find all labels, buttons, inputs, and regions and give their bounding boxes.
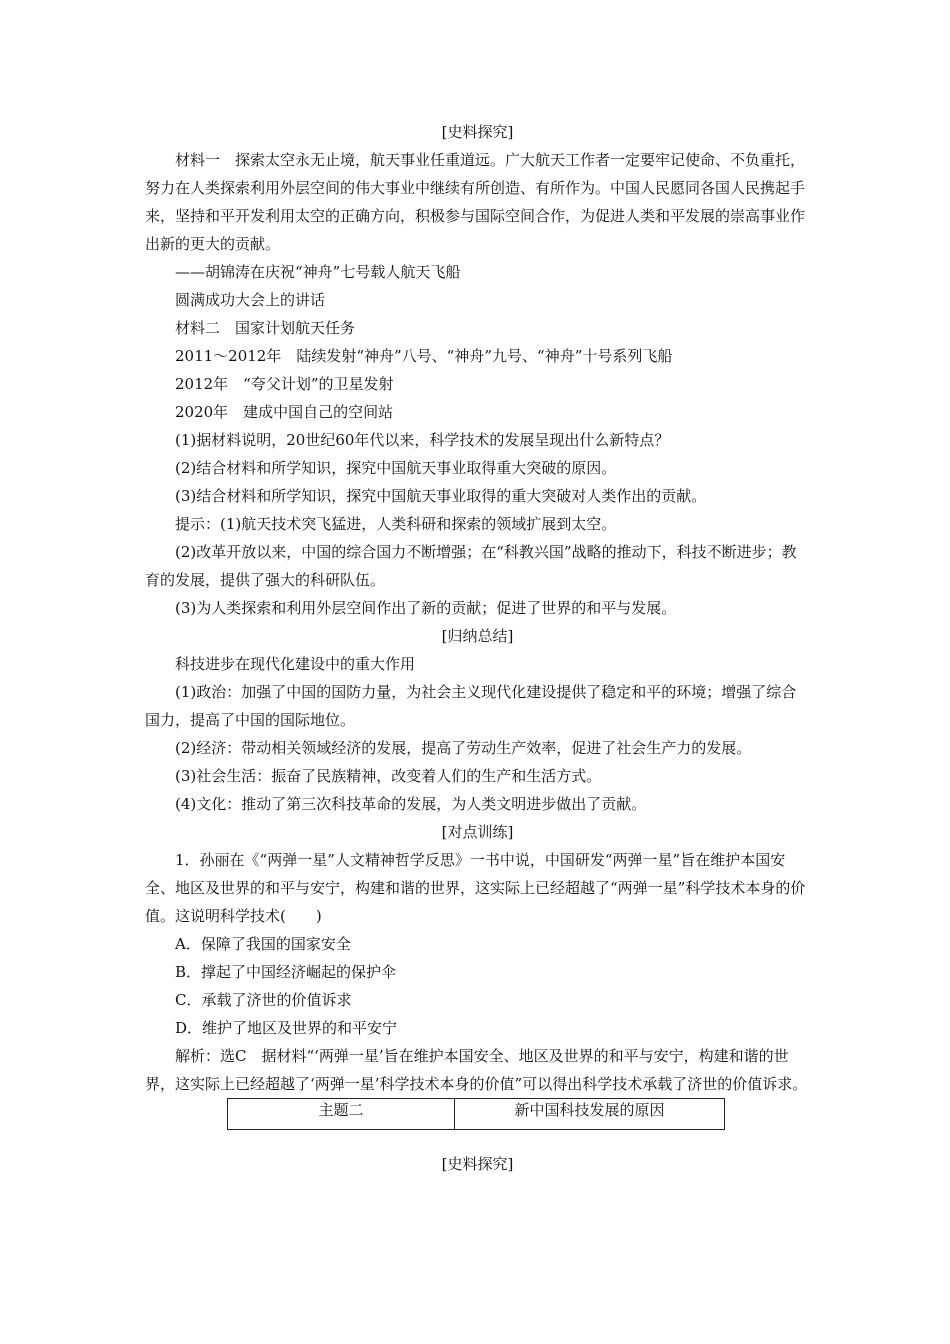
question-1: (1)据材料说明，20世纪60年代以来，科学技术的发展呈现出什么新特点？ [175,431,670,449]
topic-row [228,1099,725,1130]
summary-point-3: (3)社会生活：振奋了民族精神，改变着人们的生产和生活方式。 [175,767,602,785]
option-b: B．撑起了中国经济崛起的保护伞 [175,963,397,981]
question-2: (2)结合材料和所学知识，探究中国航天事业取得重大突破的原因。 [175,459,617,477]
section-heading-summary: [归纳总结] [441,627,514,645]
summary-point-4: (4)文化：推动了第三次科技革命的发展，为人类文明进步做出了贡献。 [175,795,647,813]
summary-point-1: (1)政治：加强了中国的国防力量，为社会主义现代化建设提供了稳定和平的环境；增强了综合国力，提高了中国的国际地位。 [145,683,797,729]
material-one-paragraph: 材料一 探索太空永无止境，航天事业任重道远。广大航天工作者一定要牢记使命、不负重托，努力在人类探索利用外层空间的伟大事业中继续有所创造、有所作为。中国人民愿同各国人民携起手来，坚持和平开发利用太空的正确方向，积极参与国际空间合作，为促进人类和平发展的崇高事业作出新的更大的贡献。 [145,151,806,253]
option-d: D．维护了地区及世界的和平安宁 [175,1019,398,1037]
topic-table [227,1098,725,1130]
section-heading-practice: [对点训练] [441,823,514,841]
summary-title: 科技进步在现代化建设中的重大作用 [175,655,416,673]
summary-point-2: (2)经济：带动相关领域经济的发展，提高了劳动生产效率，促进了社会生产力的发展。 [175,739,752,757]
section-heading-source-inquiry: [史料探究] [441,123,514,141]
material-two-line-1: 2011～2012年 陆续发射“神舟”八号、“神舟”九号、“神舟”十号系列飞船 [175,347,673,365]
material-two-title: 材料二 国家计划航天任务 [175,319,356,337]
material-two-line-2: 2012年 “夸父计划”的卫星发射 [175,375,394,393]
document-page [145,118,810,1178]
answer-explanation: 解析：选C 据材料“‘两弹一星’旨在维护本国安全、地区及世界的和平与安宁，构建和谐的世界，这实际上已经超越了‘两弹一星’科学技术本身的价值”可以得出科学技术承载了济世的价值诉求。 [145,1047,808,1093]
spacer [145,1130,810,1150]
hint-2: (2)改革开放以来，中国的综合国力不断增强；在“科教兴国”战略的推动下，科技不断进步；教育的发展，提供了强大的科研队伍。 [145,543,797,589]
hint-1: 提示：(1)航天技术突飞猛进，人类科研和探索的领域扩展到太空。 [175,515,617,533]
exercise-question: 1．孙丽在《“两弹一星”人文精神哲学反思》一书中说，中国研发“两弹一星”旨在维护本国安全、地区及世界的和平与安宁，构建和谐的世界，这实际上已经超越了“两弹一星”科学技术本身的价值。这说明科学技术( ) [145,851,806,925]
option-a: A．保障了我国的国家安全 [175,935,351,953]
option-c: C．承载了济世的价值诉求 [175,991,352,1009]
question-3: (3)结合材料和所学知识，探究中国航天事业取得的重大突破对人类作出的贡献。 [175,487,707,505]
topic-title-cell: 新中国科技发展的原因 [455,1099,725,1130]
topic-label-cell: 主题二 [228,1099,455,1130]
section-heading-source-inquiry-2: [史料探究] [441,1155,514,1173]
hint-3: (3)为人类探索和利用外层空间作出了新的贡献；促进了世界的和平与发展。 [175,599,677,617]
material-two-line-3: 2020年 建成中国自己的空间站 [175,403,394,421]
material-one-source-line1: ——胡锦涛在庆祝“神舟”七号载人航天飞船 [175,263,461,281]
material-one-source-line2: 圆满成功大会上的讲话 [175,291,326,309]
